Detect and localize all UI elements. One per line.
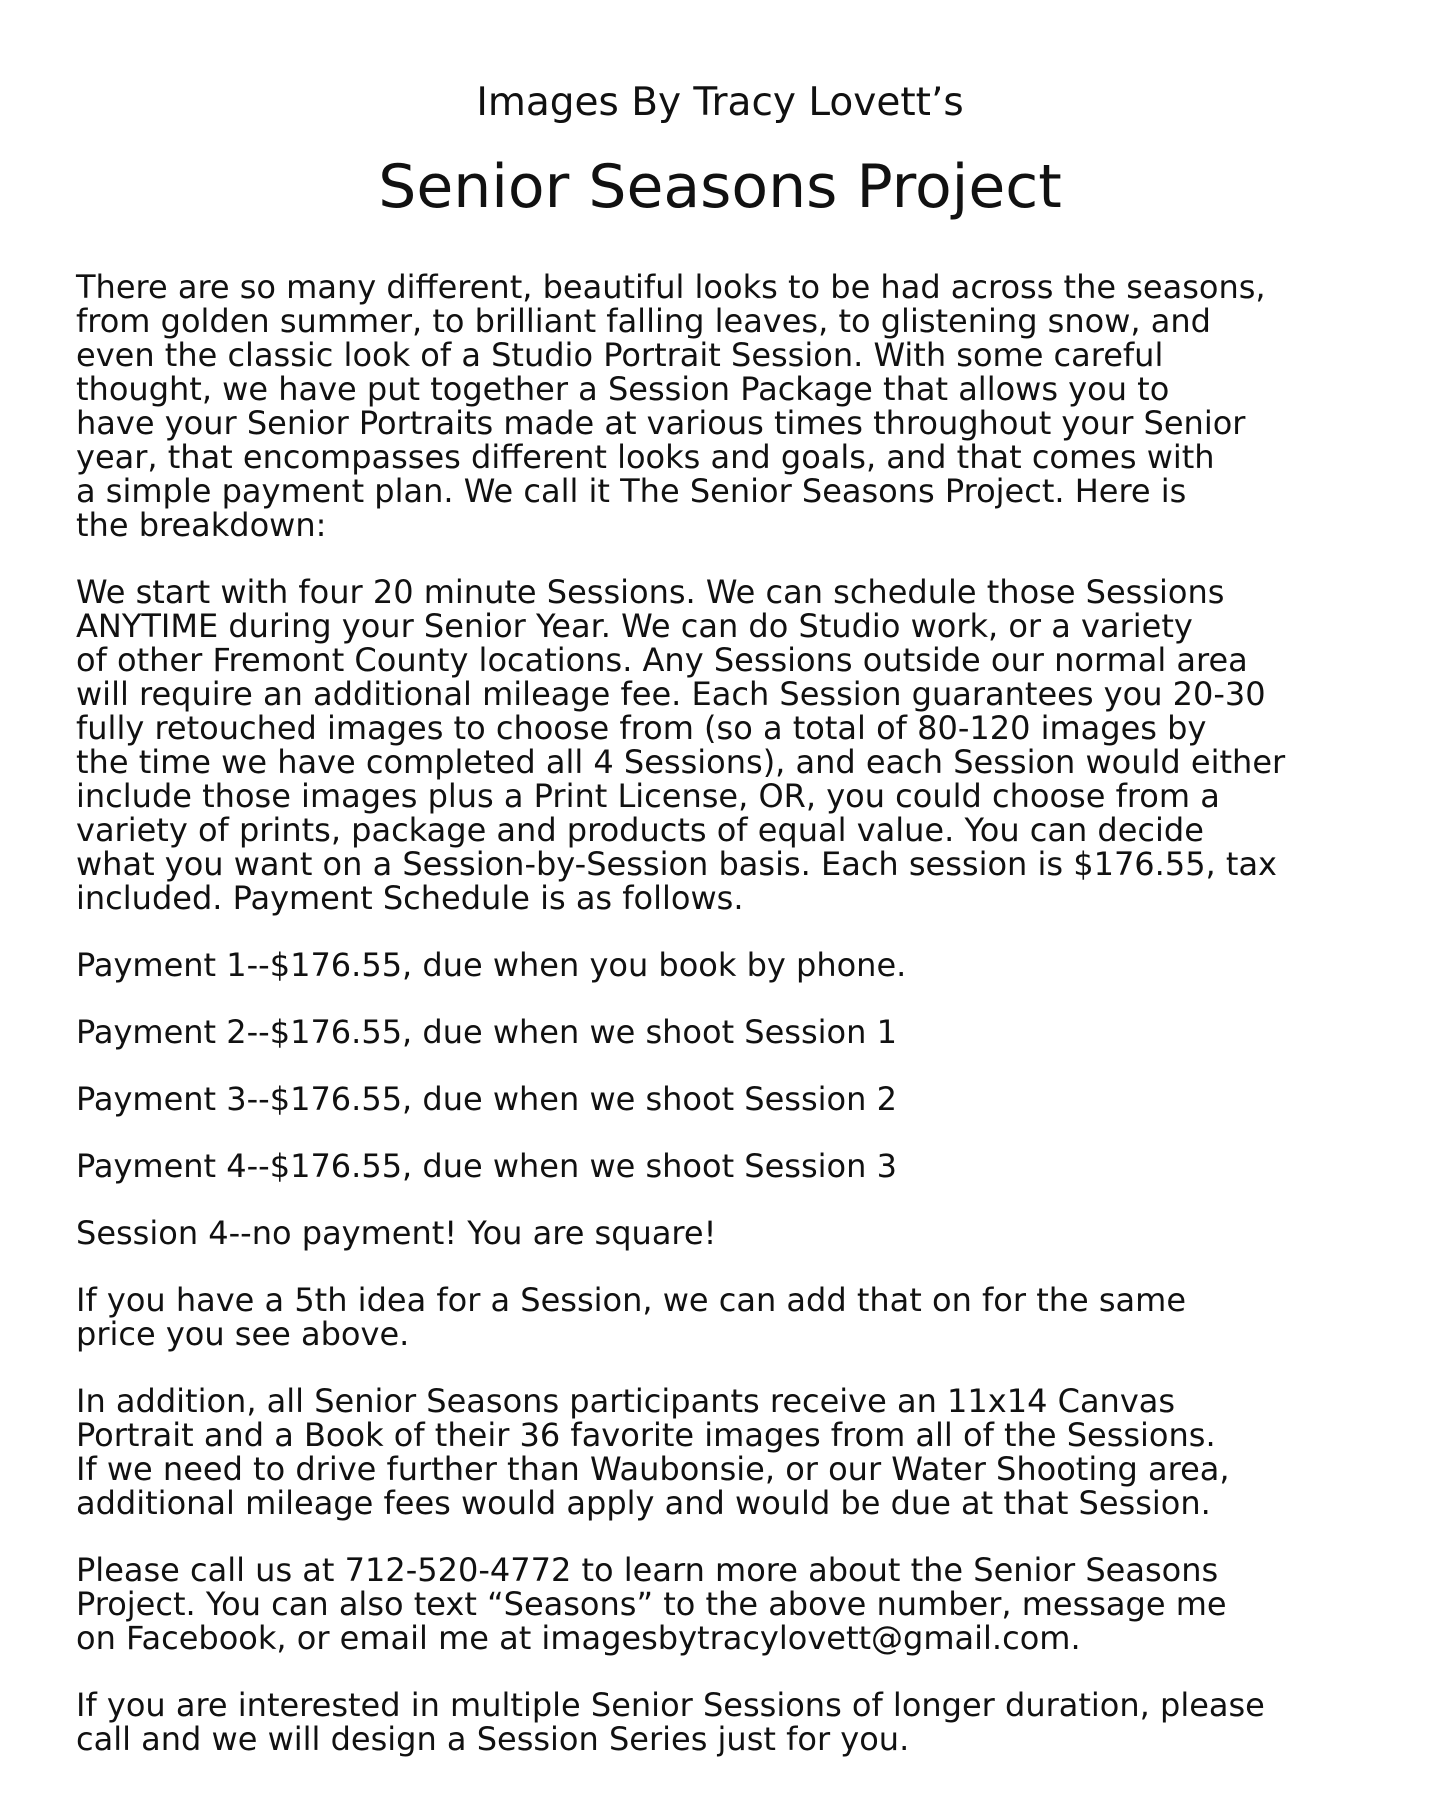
addition-paragraph: In addition, all Senior Seasons participants receive an 11x14 Canvas Portrait and a Book of their 36 favorite images from all of the Sessions. If we need to drive further than Waubonsie, or our Water Shooting area, additional mileage fees would apply and would be due at that Session. bbox=[76, 1382, 1230, 1522]
payment-2: Payment 2--$176.55, due when we shoot Session 1 bbox=[76, 1013, 897, 1051]
body-text bbox=[76, 270, 1416, 1789]
page-title: Senior Seasons Project bbox=[378, 152, 1062, 222]
multiple-sessions-paragraph: If you are interested in multiple Senior Sessions of longer duration, please call and we will design a Session Series just for you. bbox=[76, 1686, 1265, 1758]
payment-3: Payment 3--$176.55, due when we shoot Session 2 bbox=[76, 1080, 897, 1118]
studio-name: Images By Tracy Lovett’s bbox=[476, 80, 964, 125]
payment-4: Payment 4--$176.55, due when we shoot Session 3 bbox=[76, 1147, 897, 1185]
fifth-session-paragraph: If you have a 5th idea for a Session, we can add that on for the same price you see above. bbox=[76, 1281, 1187, 1353]
intro-paragraph: There are so many different, beautiful looks to be had across the seasons, from golden summer, to brilliant falling leaves, to glistening snow, and even the classic look of a Studio Portrait Session. With some careful thought, we have put together a Session Package that allows you to have your Senior Portraits made at various times throughout your Senior year, that encompasses different looks and goals, and that comes with a simple payment plan. We call it The Senior Seasons Project. Here is the breakdown: bbox=[76, 268, 1266, 544]
session-4-note: Session 4--no payment! You are square! bbox=[76, 1214, 717, 1252]
payment-1: Payment 1--$176.55, due when you book by phone. bbox=[76, 946, 907, 984]
details-paragraph: We start with four 20 minute Sessions. We can schedule those Sessions ANYTIME during your Senior Year. We can do Studio work, or a variety of other Fremont County locations. Any Sessions outside our normal area will require an additional mileage fee. Each Session guarantees you 20-30 fully retouched images to choose from (so a total of 80-120 images by the time we have completed all 4 Sessions), and each Session would either include those images plus a Print License, OR, you could choose from a variety of prints, package and products of equal value. You can decide what you want on a Session-by-Session basis. Each session is $176.55, tax included. Payment Schedule is as follows. bbox=[76, 573, 1286, 917]
contact-paragraph: Please call us at 712-520-4772 to learn more about the Senior Seasons Project. You can also text “Seasons” to the above number, message me on Facebook, or email me at imagesbytracylovett@gmail.com. bbox=[76, 1551, 1227, 1657]
